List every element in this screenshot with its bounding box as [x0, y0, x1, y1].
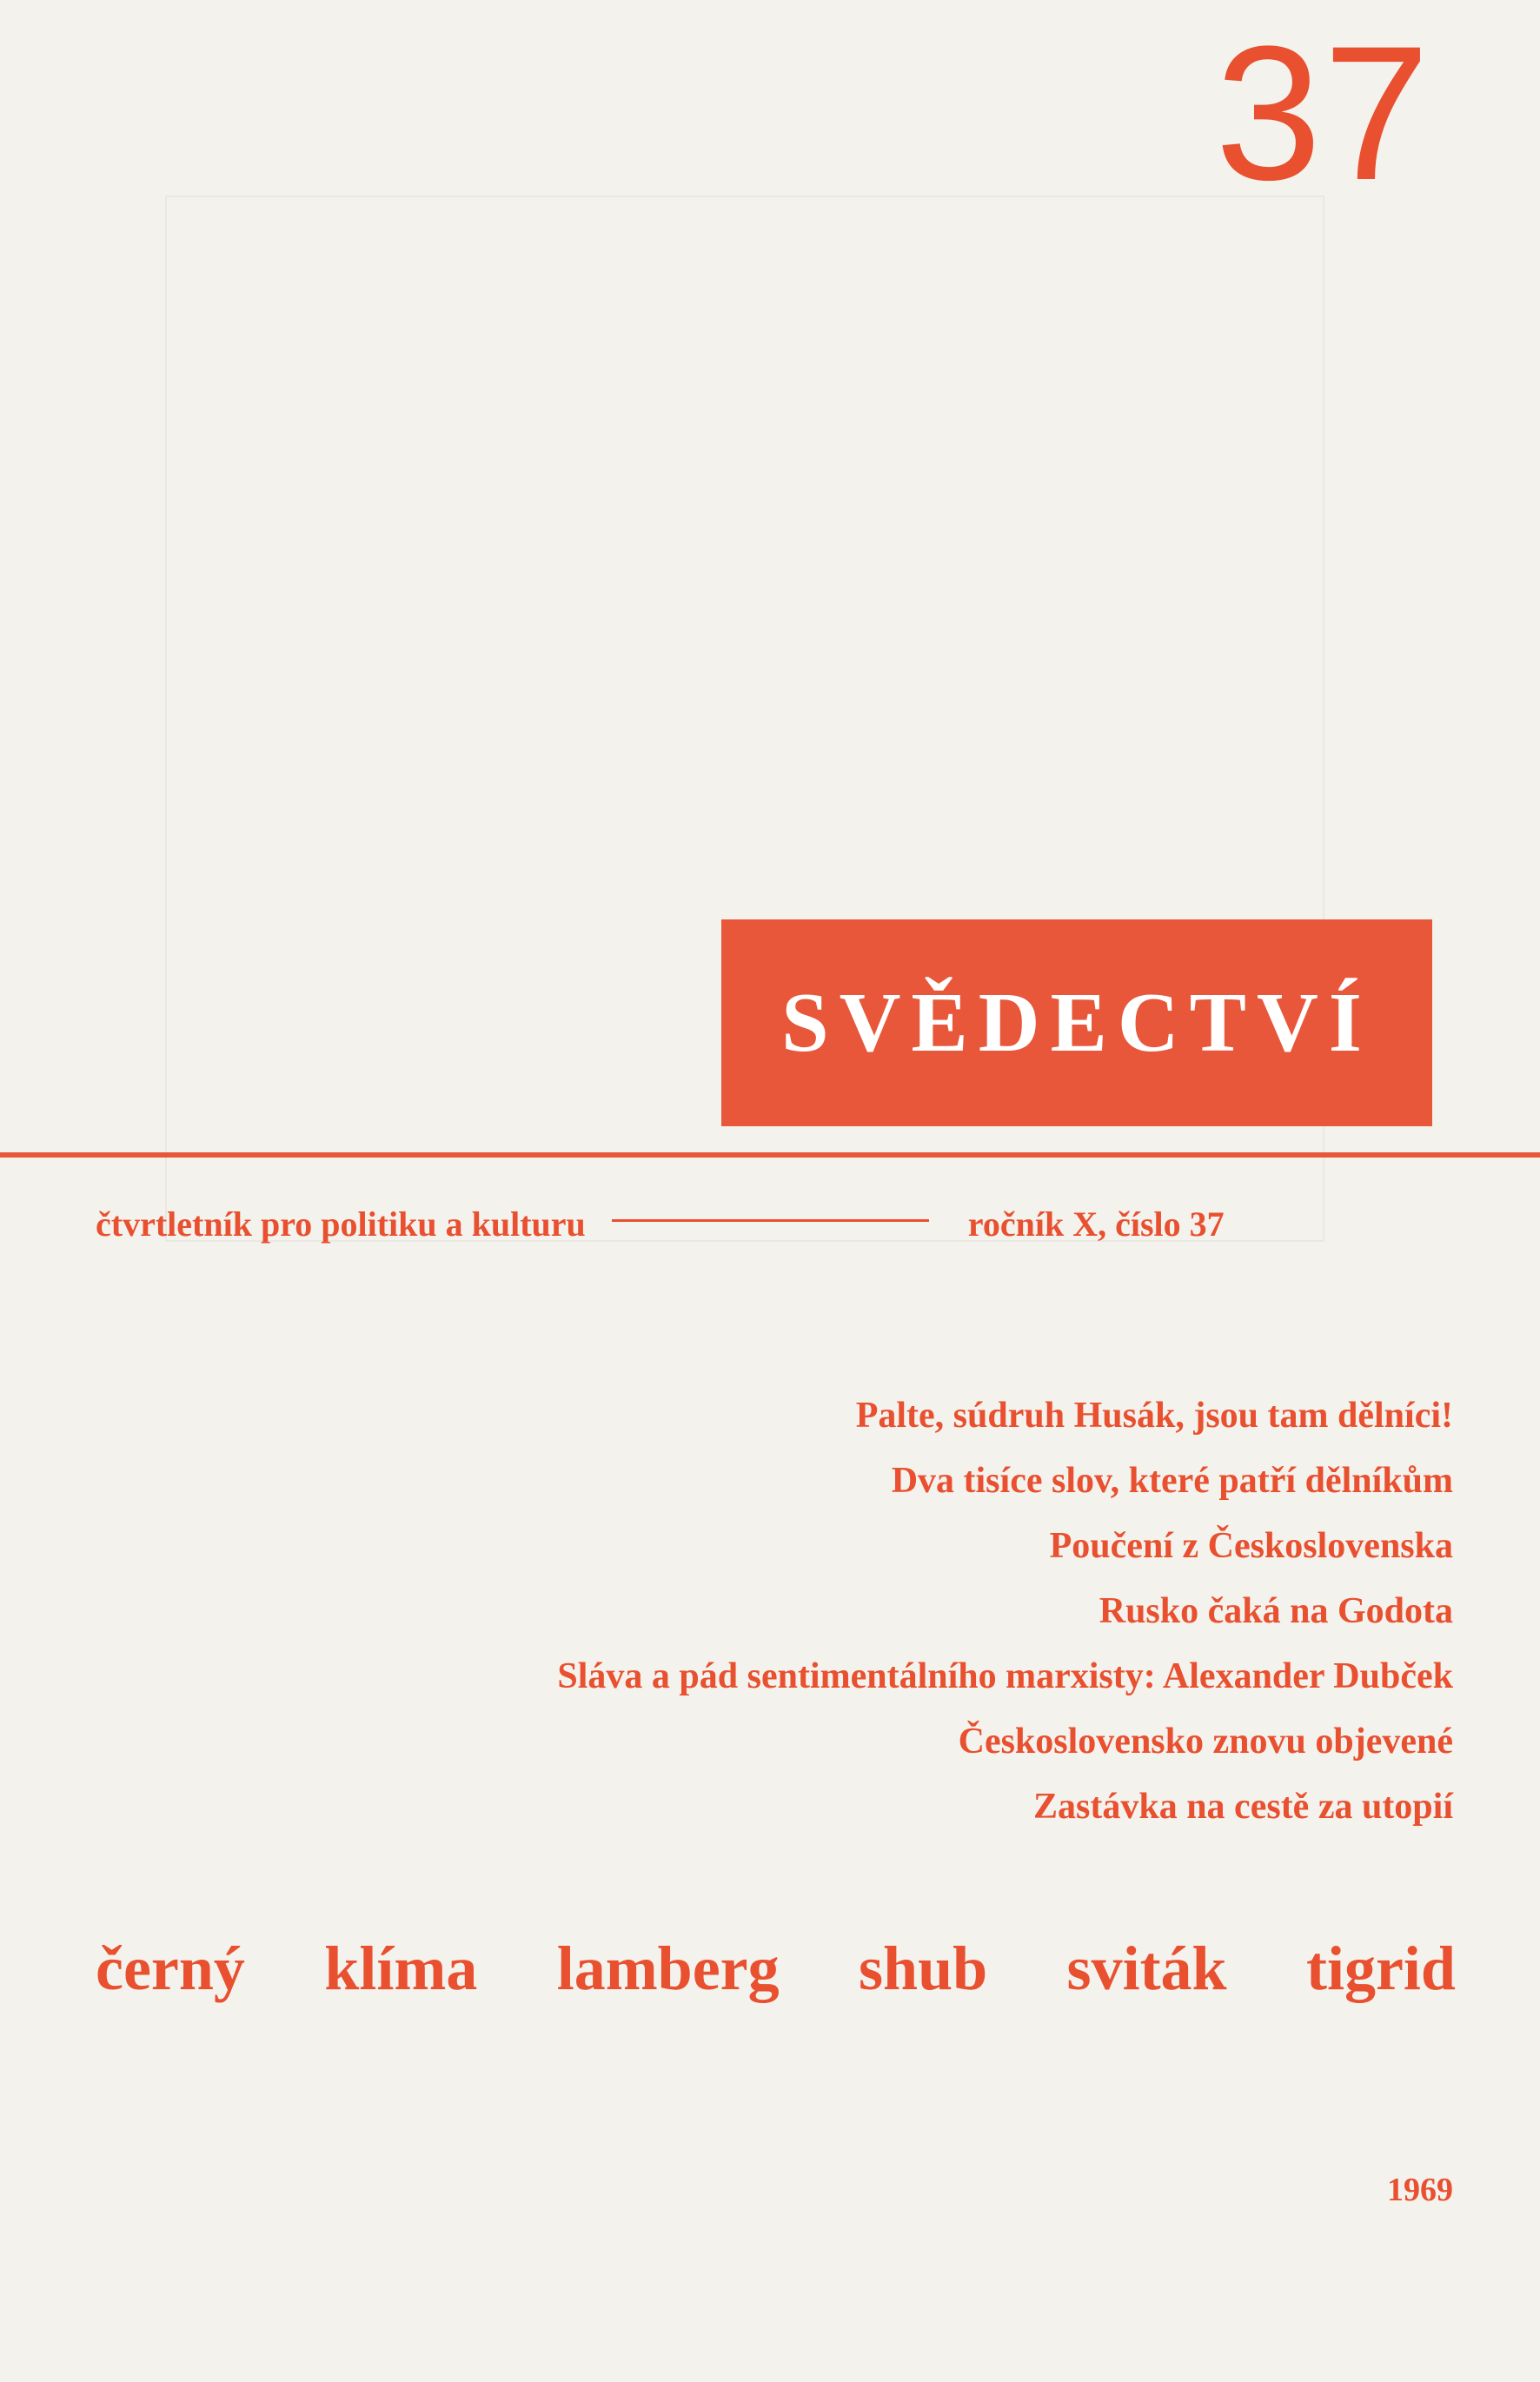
article-title: Československo znovu objevené: [958, 1722, 1453, 1762]
article-title: Sláva a pád sentimentálního marxisty: Alexander Dubček: [557, 1656, 1453, 1696]
subtitle-divider: [612, 1219, 929, 1222]
article-title: Poučení z Československa: [1049, 1526, 1453, 1566]
title-block: [721, 919, 1432, 1126]
author-name: černý: [96, 1934, 245, 2003]
author-name: tigrid: [1305, 1934, 1456, 2003]
contents-list: [236, 1383, 1453, 1840]
subtitle-row: [96, 1198, 1456, 1250]
author-name: sviták: [1066, 1934, 1227, 2003]
article-title: Dva tisíce slov, které patří dělníkům: [891, 1461, 1453, 1501]
author-name: lamberg: [556, 1934, 780, 2003]
author-name: klíma: [324, 1934, 478, 2003]
horizontal-rule: [0, 1152, 1540, 1158]
subtitle-tagline: čtvrtletník pro politiku a kulturu: [96, 1204, 586, 1244]
issue-number: 37: [1215, 6, 1431, 220]
article-title: Zastávka na cestě za utopií: [1033, 1787, 1453, 1827]
volume-issue-label: ročník X, číslo 37: [967, 1204, 1225, 1244]
publication-year: 1969: [1387, 2172, 1453, 2208]
author-name: shub: [859, 1934, 988, 2003]
article-title: Rusko čaká na Godota: [1099, 1591, 1453, 1631]
magazine-title: SVĚDECTVÍ: [781, 976, 1372, 1070]
article-title: Palte, súdruh Husák, jsou tam dělníci!: [855, 1396, 1453, 1436]
authors-row: [96, 1931, 1456, 2006]
